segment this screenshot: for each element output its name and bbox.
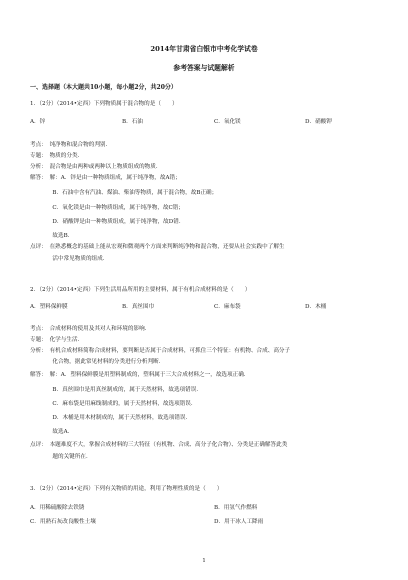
q1-analysis-line: B．石油中含有汽油、煤油、柴油等物质，属于混合物，故B正确； <box>30 190 218 196</box>
question-3-option-c: C．用熟石灰改良酸性土壤 <box>30 519 96 525</box>
q2-analysis-line: 题的关键所在． <box>30 454 92 460</box>
section-heading: 一、选择题（本大题共10小题，每小题2分，共20分） <box>30 84 177 91</box>
question-3-option-d: D．用干冰人工降雨 <box>214 519 264 525</box>
question-2-option-c: C．麻布袋 <box>214 304 241 310</box>
page-number: 1 <box>202 558 206 564</box>
question-2-option-d: D．木桶 <box>305 304 327 310</box>
question-1-stem: 1．（2分）（2014•定西）下列物质属于混合物的是（ ） <box>30 101 178 107</box>
question-1-option-c: C．氧化镁 <box>214 119 241 125</box>
q1-analysis-line: 解答： 解：A．锌是由一种物质组成，属于纯净物，故A错； <box>30 175 181 181</box>
question-2-option-b: B．真丝围巾 <box>122 304 155 310</box>
q2-analysis-line: 分析： 有机合成材料简称合成材料，要判断是否属于合成材料，可抓住三个特征：有机物、合成、高分子 <box>30 348 291 354</box>
q1-analysis-line: C．氧化镁是由一种物质组成，属于纯净物，故C错； <box>30 205 184 211</box>
document-subtitle: 参考答案与试题解析 <box>173 64 235 72</box>
document-title: 2014年甘肃省白银市中考化学试卷 <box>150 45 258 53</box>
question-1-option-d: D．硝酸钾 <box>305 119 332 125</box>
q2-analysis-line: D．木桶是用木材制成的，属于天然材料，故选项错误． <box>30 415 192 421</box>
question-1-option-b: B．石油 <box>122 119 143 125</box>
q2-analysis-line: 解答： 解：A．塑料保鲜膜是用塑料制成的，塑料属于三大合成材料之一，故选项正确． <box>30 372 250 378</box>
q1-analysis-line: 考点： 纯净物和混合物的判别． <box>30 142 112 148</box>
q1-analysis-line: 点评： 在熟悉概念的基础上能从宏观和微观两个方面来判断纯净物和混合物，还要从社会实践中了解生 <box>30 244 285 250</box>
q2-analysis-line: C．麻布袋是用麻线制成的，属于天然材料，故选项错误． <box>30 401 197 407</box>
question-2-stem: 2．（2分）（2014•定西）下列生活用品所用的主要材料，属于有机合成材料的是（ ） <box>30 287 251 293</box>
q1-analysis-line: 活中常见物质的组成． <box>30 256 109 262</box>
question-2-option-a: A．塑料保鲜膜 <box>30 304 68 310</box>
q1-analysis-line: D．硝酸钾是由一种物质组成，属于纯净物，故D错． <box>30 219 185 225</box>
question-1-option-a: A．锌 <box>30 119 46 125</box>
q1-analysis-line: 专题： 物质的分类． <box>30 153 84 159</box>
q2-analysis-line: B．真丝围巾是用真丝制成的，属于天然材料，故选项错误． <box>30 387 202 393</box>
q2-analysis-line: 化合物，据此常见材料的分类进行分析判断． <box>30 359 165 365</box>
question-3-option-b: B．用氢气作燃料 <box>214 505 258 511</box>
question-3-option-a: A．用稀硫酸除去铁锈 <box>30 505 85 511</box>
q2-analysis-line: 专题： 化学与生活． <box>30 337 84 343</box>
q2-analysis-line: 考点： 合成材料的使用及其对人和环境的影响． <box>30 326 151 332</box>
q1-analysis-line: 分析： 混合物是由两种或两种以上物质组成的物质． <box>30 164 162 170</box>
q1-analysis-line: 故选B． <box>30 233 74 239</box>
q2-analysis-line: 故选A． <box>30 429 74 435</box>
question-3-stem: 3．（2分）（2014•定西）下列有关物质的用途，利用了物理性质的是（ ） <box>30 486 223 492</box>
q2-analysis-line: 点评： 本题难度不大，掌握合成材料的三大特征（有机物、合成、高分子化合物）、分类是正确解答此类 <box>30 442 288 448</box>
